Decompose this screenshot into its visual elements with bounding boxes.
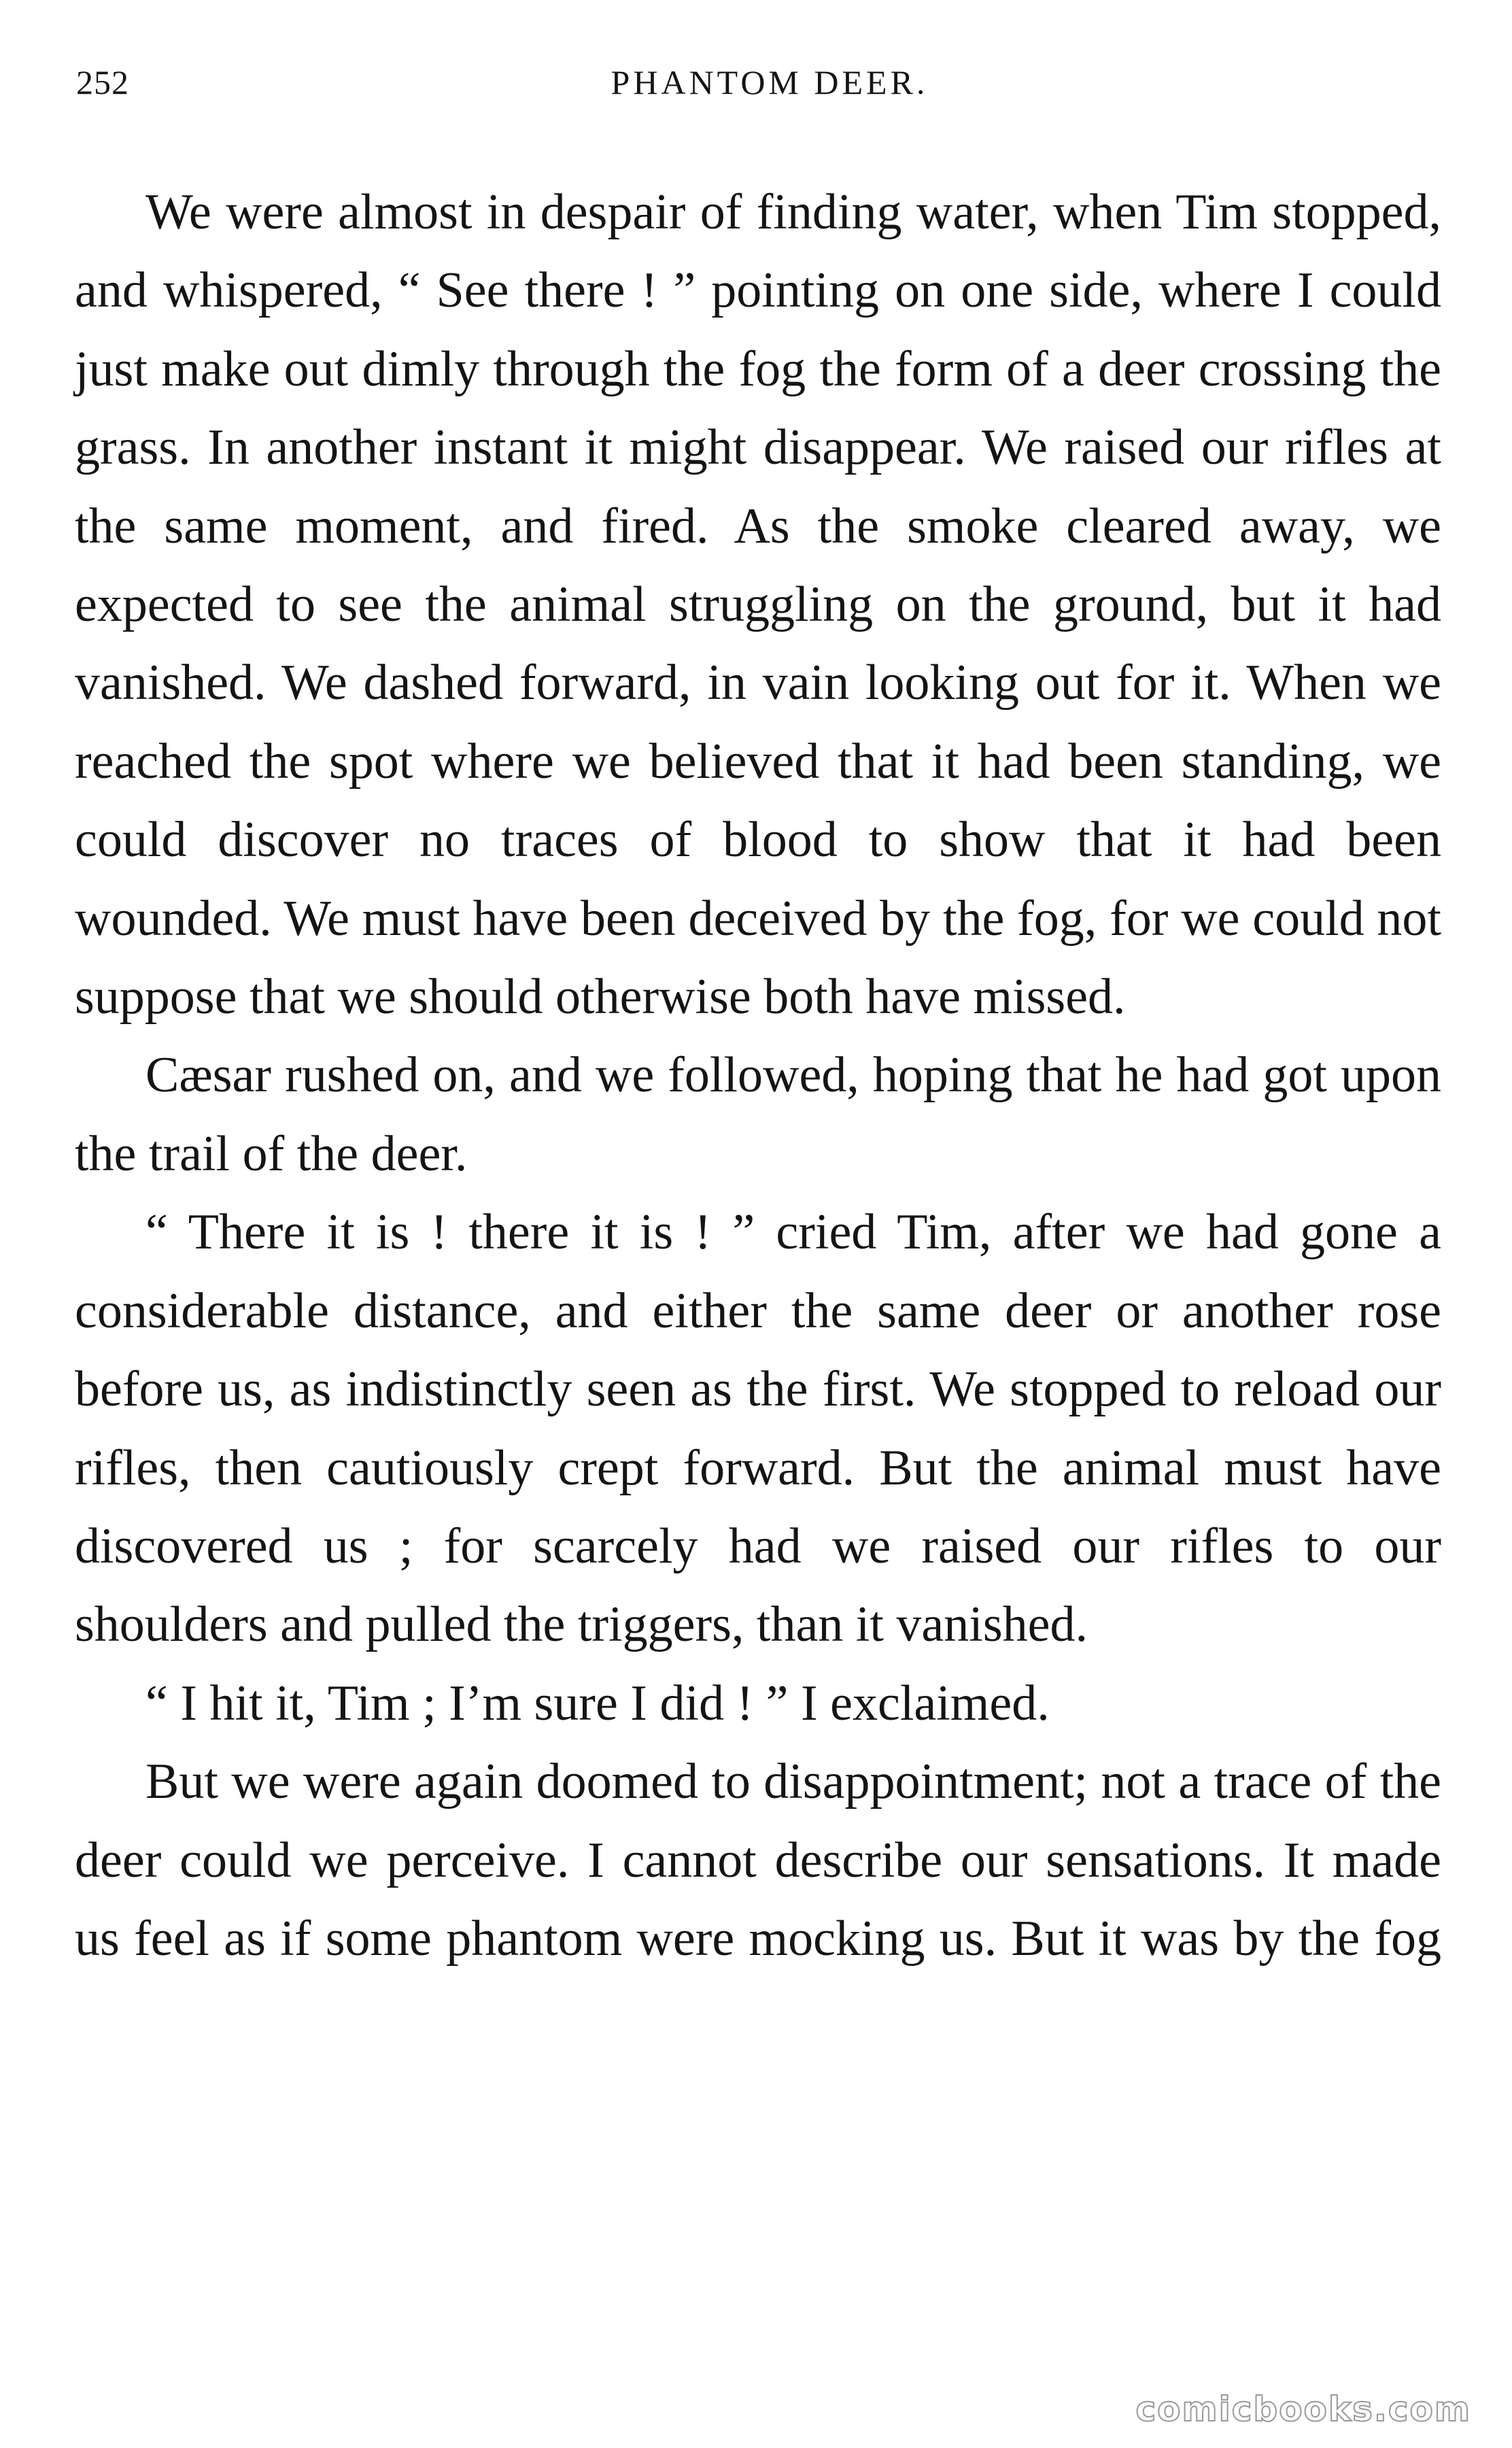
paragraph: But we were again doomed to disappointment; not a trace of the deer could we perceive. I cannot describe our sensations. It made us feel as if some phantom were mocking us. But it was by the fog	[75, 1754, 1441, 1967]
body-text	[75, 173, 1441, 1978]
page-number: 252	[76, 63, 129, 101]
paragraph: Cæsar rushed on, and we followed, hoping that he had got upon the trail of the deer.	[75, 1047, 1441, 1182]
paragraph: “ There it is ! there it is ! ” cried Tim, after we had gone a considerable distance, and either the same deer or another rose before us, as indistinctly seen as the first. We stopped to reload our rifles, then cautiously crept forward. But the animal must have discovered us ; for scarcely had we raised our rifles to our shoulders and pulled the triggers, than it vanished.	[75, 1204, 1441, 1653]
paragraph: “ I hit it, Tim ; I’m sure I did ! ” I exclaimed.	[145, 1675, 1050, 1731]
paragraph: We were almost in despair of finding water, when Tim stopped, and whispered, “ See there ! ” pointing on one side, where I could just make out dimly through the fog the form of a deer crossing the grass. In another instant it might disappear. We raised our rifles at the same moment, and fired. As the smoke cleared away, we expected to see the animal struggling on the ground, but it had vanished. We dashed forward, in vain looking out for it. When we reached the spot where we believed that it had been standing, we could discover no traces of blood to show that it had been wounded. We must have been deceived by the fog, for we could not suppose that we should otherwise both have missed.	[75, 184, 1441, 1025]
running-head	[0, 63, 1512, 103]
watermark: comicbooks.com	[1135, 2390, 1471, 2429]
running-title: PHANTOM DEER.	[611, 63, 929, 101]
